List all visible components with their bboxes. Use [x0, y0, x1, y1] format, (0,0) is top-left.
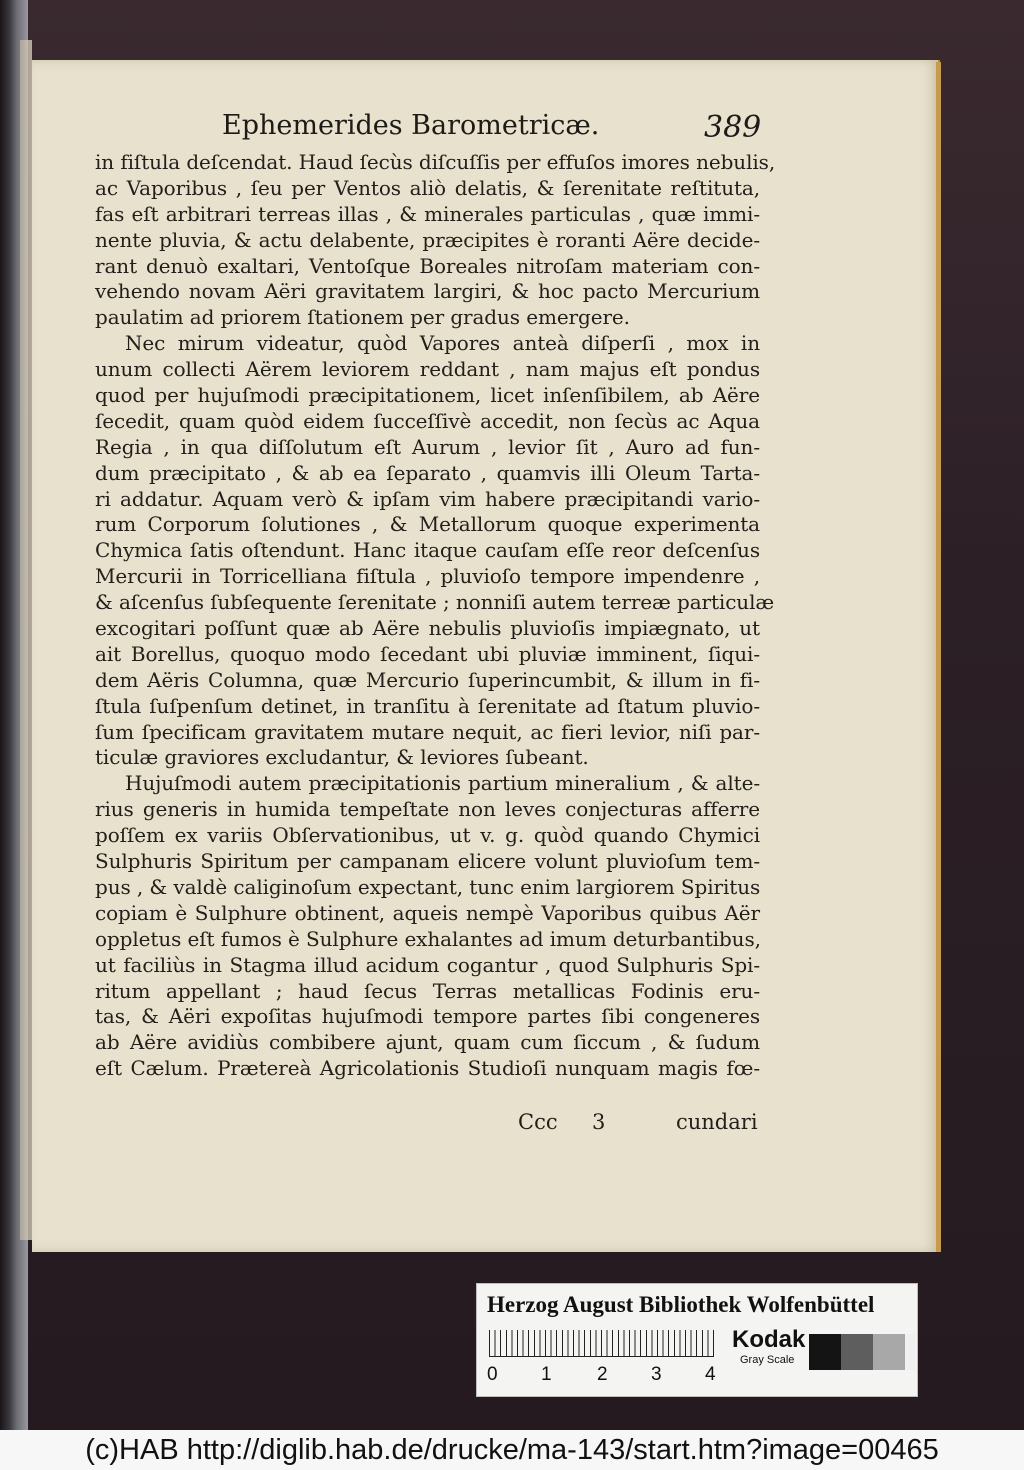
signature-mark: Ccc — [518, 1110, 558, 1134]
signature-number: 3 — [592, 1110, 606, 1134]
color-reference-card — [476, 1283, 918, 1397]
measurement-ruler — [489, 1330, 714, 1357]
text-line: Mercurii in Torricelliana fiſtula , pluvioſo tempore impendenre , — [95, 564, 760, 589]
text-line: tas, & Aëri expoſitas hujuſmodi tempore partes ſibi congeneres — [95, 1004, 760, 1029]
ruler-number: 2 — [597, 1364, 608, 1385]
text-line: Hujuſmodi autem præcipitationis partium mineralium , & alte- — [125, 771, 760, 796]
text-line: ut faciliùs in Stagma illud acidum cogantur , quod Sulphuris Spi- — [95, 952, 760, 977]
text-line: & aſcenſus ſubſequente ſerenitate ; nonniſi autem terreæ particulæ — [95, 590, 775, 615]
page-fore-edge — [936, 62, 941, 1252]
text-line: nente pluvia, & actu delabente, præcipites è roranti Aëre decide- — [95, 227, 760, 252]
text-line: rant denuò exaltari, Ventoſque Boreales nitroſam materiam con- — [95, 253, 760, 278]
text-line: quod per hujuſmodi præcipitationem, licet inſenſibilem, ab Aëre — [95, 383, 760, 408]
ruler-number: 3 — [651, 1364, 662, 1385]
gray-swatch — [905, 1334, 915, 1370]
text-line: vehendo novam Aëri gravitatem largiri, & hoc pacto Mercurium — [95, 279, 760, 304]
text-line: copiam è Sulphure obtinent, aqueis nempè Vaporibus quibus Aër — [95, 900, 760, 925]
text-line: in fiſtula deſcendat. Haud ſecùs diſcuſſis per effuſos imores nebulis, — [95, 150, 776, 174]
facing-page-edge — [20, 40, 32, 1240]
library-name: Herzog August Bibliothek Wolfenbüttel — [487, 1292, 875, 1317]
gray-scale-label: Gray Scale — [740, 1354, 795, 1366]
text-line: fas eſt arbitrari terreas illas , & minerales particulas , quæ immi- — [95, 201, 760, 226]
copyright-url-caption: (c)HAB http://diglib.hab.de/drucke/ma-143/start.htm?image=00465 — [0, 1430, 1024, 1470]
text-line: ſtula ſuſpenſum detinet, in tranſitu à ſerenitate ad ſtatum pluvio- — [95, 693, 760, 718]
text-line: Regia , in qua diſſolutum eſt Aurum , levior ſit , Auro ad fun- — [95, 434, 760, 459]
text-line: unum collecti Aërem leviorem reddant , nam majus eſt pondus — [95, 357, 760, 382]
text-line: ab Aëre avidiùs combibere ajunt, quam cum ſiccum , & ſudum — [95, 1030, 760, 1055]
text-line: Chymica ſatis oſtendunt. Hanc itaque cauſam eſſe reor deſcenſus — [95, 538, 760, 563]
text-line: ac Vaporibus , ſeu per Ventos aliò delatis, & ſerenitate reſtituta, — [95, 175, 760, 200]
text-line: poſſem ex variis Obſervationibus, ut v. g. quòd quando Chymici — [95, 823, 760, 848]
text-line: dem Aëris Columna, quæ Mercurio ſuperincumbit, & illum in fi- — [95, 667, 760, 692]
text-line: ri addatur. Aquam verò & ipſam vim habere præcipitandi vario- — [95, 486, 760, 511]
text-line: ticulæ graviores excludantur, & leviores ſubeant. — [95, 745, 589, 770]
text-line: pus , & valdè caliginoſum expectant, tunc enim largiorem Spiritus — [95, 874, 761, 899]
ruler-number: 0 — [487, 1364, 498, 1385]
text-line: rius generis in humida tempeſtate non leves conjecturas afferre — [95, 797, 760, 822]
page-number: 389 — [704, 110, 762, 145]
text-line: ſum ſpecificam gravitatem mutare nequit, ac fieri levior, niſi par- — [95, 719, 760, 744]
text-line: Sulphuris Spiritum per campanam elicere volunt pluvioſum tem- — [95, 849, 760, 874]
running-title: Ephemerides Barometricæ. — [222, 110, 600, 141]
text-line: Nec mirum videatur, quòd Vapores anteà diſperſi , mox in — [125, 331, 760, 356]
catchword: cundari — [676, 1110, 758, 1134]
text-line: dum præcipitato , & ab ea ſeparato , quamvis illi Oleum Tarta- — [95, 460, 760, 485]
gray-swatch — [841, 1334, 873, 1370]
ruler-number: 1 — [541, 1364, 552, 1385]
text-line: eſt Cælum. Prætereà Agricolationis Studioſi nunquam magis fœ- — [95, 1056, 760, 1081]
text-line: rum Corporum ſolutiones , & Metallorum quoque experimenta — [95, 512, 760, 537]
gray-swatch — [809, 1334, 841, 1370]
text-line: paulatim ad priorem ſtationem per gradus emergere. — [95, 305, 630, 330]
gray-swatch — [873, 1334, 905, 1370]
text-line: ſecedit, quam quòd eidem ſucceſſivè accedit, non ſecùs ac Aqua — [95, 408, 760, 433]
ruler-number: 4 — [705, 1364, 716, 1385]
kodak-logo: Kodak — [732, 1326, 806, 1353]
body-text — [95, 150, 776, 1082]
text-line: oppletus eſt fumos è Sulphure exhalantes ad imum deturbantibus, — [95, 926, 761, 951]
text-line: ritum appellant ; haud ſecus Terras metallicas Fodinis eru- — [95, 978, 760, 1003]
text-line: excogitari poſſunt quæ ab Aëre nebulis pluvioſis impiægnato, ut — [95, 616, 760, 641]
text-line: ait Borellus, quoquo modo ſecedant ubi pluviæ imminent, ſiqui- — [95, 641, 760, 666]
